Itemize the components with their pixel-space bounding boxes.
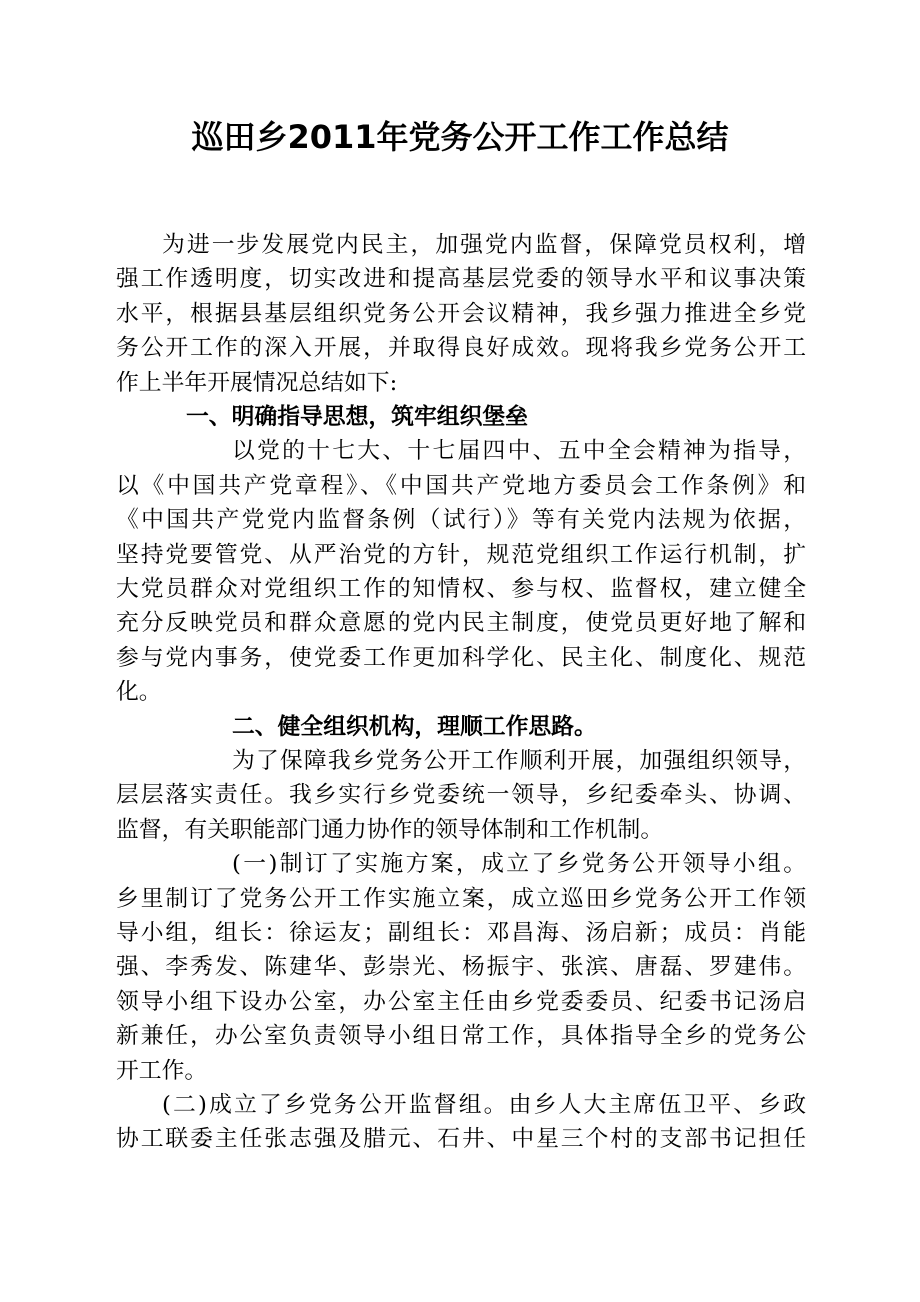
text-line: 《中国共产党党内监督条例（试行）》等有关党内法规为依据， (116, 507, 806, 533)
subsection-line: (二)成立了乡党务公开监督组。由乡人大主席伍卫平、乡政 (162, 1092, 806, 1118)
text-line: 乡里制订了党务公开工作实施立案，成立巡田乡党务公开工作领 (116, 886, 806, 912)
text-line: 开工作。 (116, 1058, 208, 1084)
text-line: 层层落实责任。我乡实行乡党委统一领导，乡纪委牵头、协调、 (116, 782, 806, 808)
text-line: 领导小组下设办公室，办公室主任由乡党委委员、纪委书记汤启 (116, 989, 806, 1015)
text-line: 强工作透明度，切实改进和提高基层党委的领导水平和议事决策 (116, 266, 806, 292)
section-heading: 一、明确指导思想，筑牢组织堡垒 (186, 404, 528, 430)
text-line: 为了保障我乡党务公开工作顺利开展，加强组织领导， (232, 748, 806, 774)
text-line: 以党的十七大、十七届四中、五中全会精神为指导， (232, 438, 806, 464)
text-line: 监督，有关职能部门通力协作的领导体制和工作机制。 (116, 817, 664, 843)
text-line: 大党员群众对党组织工作的知情权、参与权、监督权，建立健全 (116, 576, 806, 602)
text-line: 新兼任，办公室负责领导小组日常工作，具体指导全乡的党务公 (116, 1023, 806, 1049)
text-line: 坚持党要管党、从严治党的方针，规范党组织工作运行机制，扩 (116, 542, 806, 568)
section-heading: 二、健全组织机构，理顺工作思路。 (232, 714, 597, 740)
text-line: 务公开工作的深入开展，并取得良好成效。现将我乡党务公开工 (116, 335, 806, 361)
text-line: 充分反映党员和群众意愿的党内民主制度，使党员更好地了解和 (116, 610, 806, 636)
text-line: 作上半年开展情况总结如下: (116, 370, 398, 396)
text-line: 强、李秀发、陈建华、彭崇光、杨振宇、张滨、唐磊、罗建伟。 (116, 954, 806, 980)
text-line: 水平，根据县基层组织党务公开会议精神，我乡强力推进全乡党 (116, 301, 806, 327)
text-line: 协工联委主任张志强及腊元、石井、中星三个村的支部书记担任 (116, 1126, 806, 1152)
text-line: 化。 (116, 679, 162, 705)
text-line: 导小组，组长：徐运友；副组长：邓昌海、汤启新；成员：肖能 (116, 920, 806, 946)
text-line: 参与党内事务，使党委工作更加科学化、民主化、制度化、规范 (116, 645, 806, 671)
text-line: 以《中国共产党章程》、《中国共产党地方委员会工作条例》和 (116, 473, 806, 499)
document-title: 巡田乡2011年党务公开工作工作总结 (191, 118, 729, 156)
text-line: 为进一步发展党内民主，加强党内监督，保障党员权利，增 (162, 232, 806, 258)
subsection-line: (一)制订了实施方案，成立了乡党务公开领导小组。 (232, 851, 806, 877)
